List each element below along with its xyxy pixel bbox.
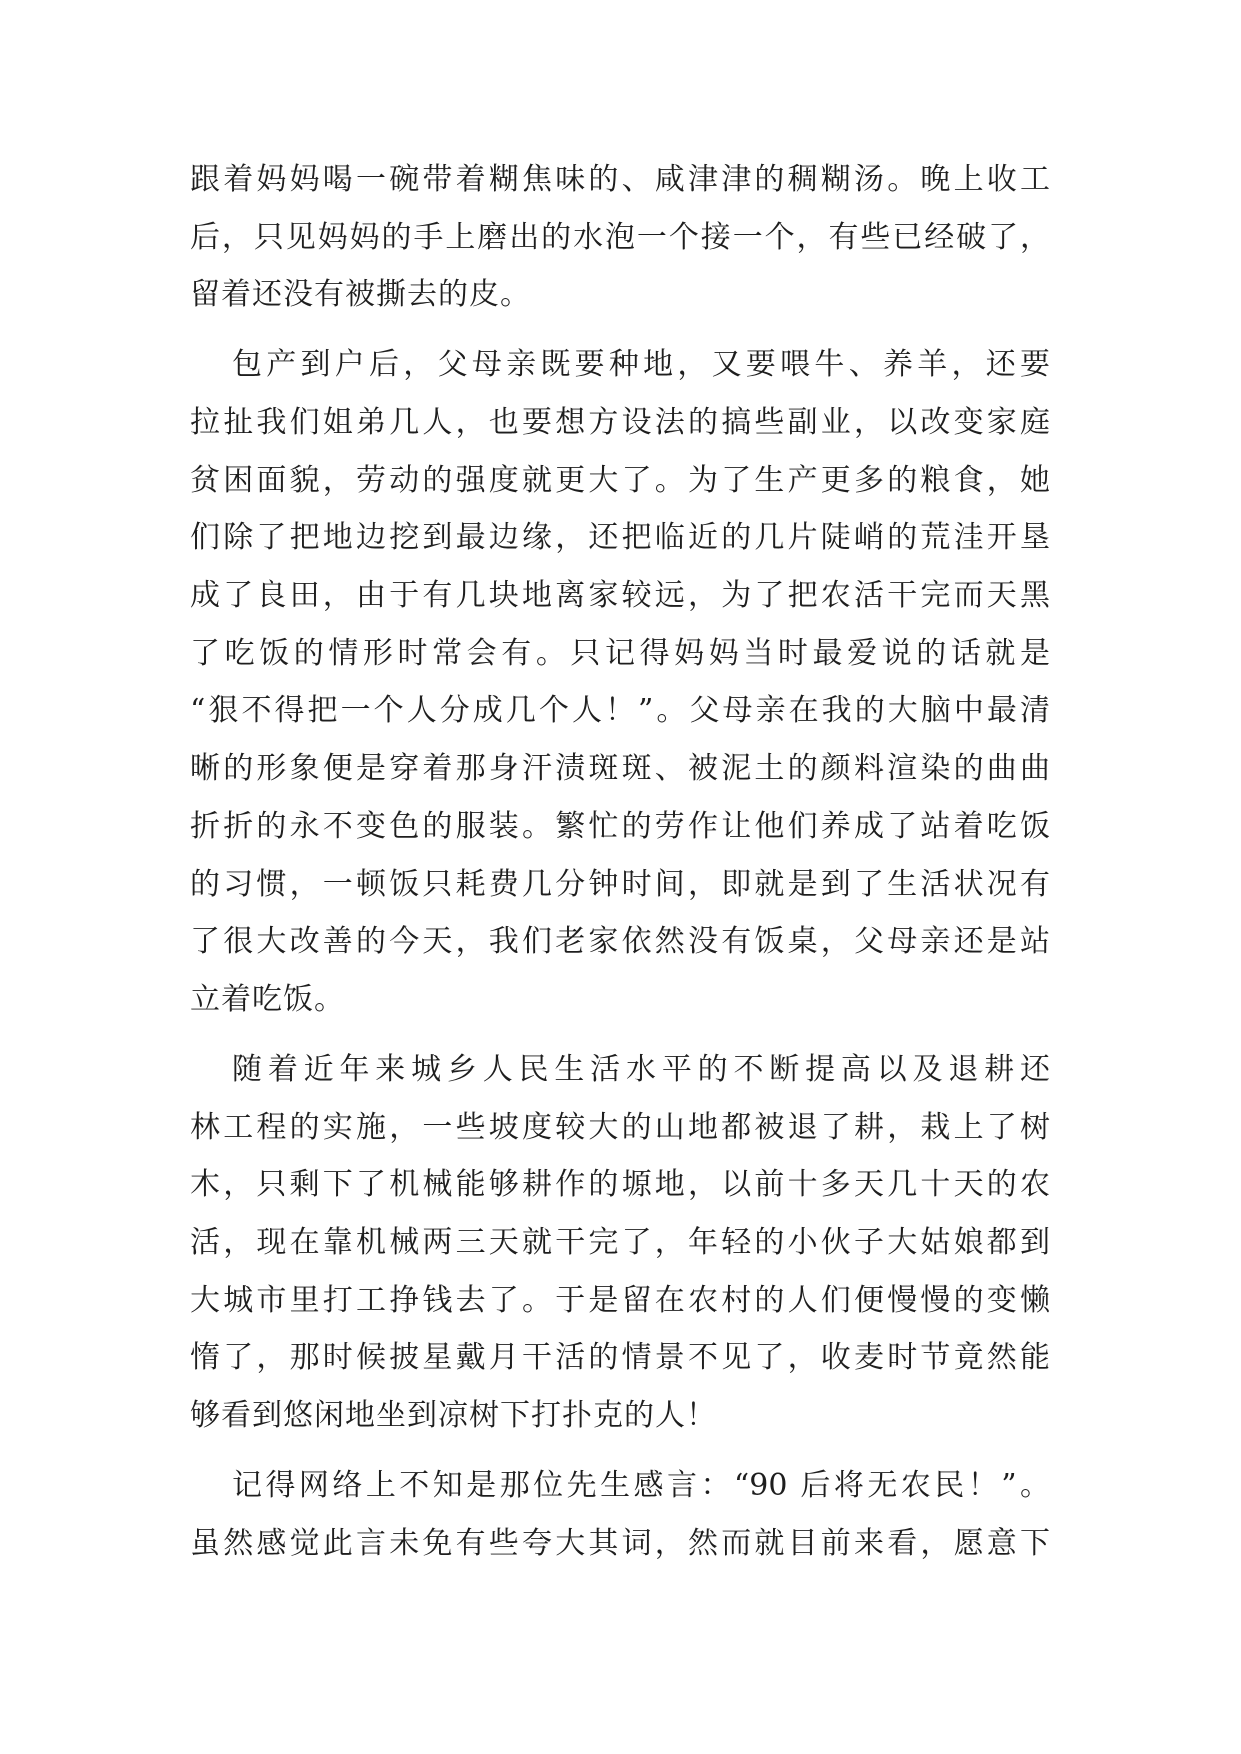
paragraph-4 bbox=[190, 1457, 1050, 1572]
paragraph-2 bbox=[190, 336, 1050, 1028]
text-line: 拉扯我们姐弟几人，也要想方设法的搞些副业，以改变家庭 bbox=[190, 405, 1050, 441]
text-line: “狠不得把一个人分成几个人！”。父母亲在我的大脑中最清 bbox=[190, 693, 1050, 729]
text-line: 跟着妈妈喝一碗带着糊焦味的、咸津津的稠糊汤。晚上收工 bbox=[190, 162, 1050, 197]
text-line: 的习惯，一顿饭只耗费几分钟时间，即就是到了生活状况有 bbox=[190, 866, 1050, 902]
text-line: 成了良田，由于有几块地离家较远，为了把农活干完而天黑 bbox=[190, 578, 1050, 614]
text-line: 大城市里打工挣钱去了。于是留在农村的人们便慢慢的变懒 bbox=[190, 1282, 1050, 1318]
text-line: 记得网络上不知是那位先生感言：“90 后将无农民！”。 bbox=[232, 1468, 1050, 1504]
text-line: 随着近年来城乡人民生活水平的不断提高以及退耕还 bbox=[232, 1051, 1050, 1087]
text-line: 惰了，那时候披星戴月干活的情景不见了，收麦时节竟然能 bbox=[190, 1340, 1050, 1376]
text-line: 活，现在靠机械两三天就干完了，年轻的小伙子大姑娘都到 bbox=[190, 1224, 1050, 1260]
text-line: 了很大改善的今天，我们老家依然没有饭桌，父母亲还是站 bbox=[190, 924, 1050, 960]
text-line: 们除了把地边挖到最边缘，还把临近的几片陡峭的荒洼开垦 bbox=[190, 520, 1050, 556]
text-line: 林工程的实施，一些坡度较大的山地都被退了耕，栽上了树 bbox=[190, 1109, 1050, 1145]
paragraph-1 bbox=[190, 151, 1050, 324]
text-line: 了吃饭的情形时常会有。只记得妈妈当时最爱说的话就是 bbox=[190, 635, 1050, 671]
text-line: 晰的形象便是穿着那身汗渍斑斑、被泥土的颜料渲染的曲曲 bbox=[190, 751, 1050, 787]
text-line: 贫困面貌，劳动的强度就更大了。为了生产更多的粮食，她 bbox=[190, 462, 1050, 498]
text-line: 后，只见妈妈的手上磨出的水泡一个接一个，有些已经破了， bbox=[190, 219, 1050, 255]
text-line: 木，只剩下了机械能够耕作的塬地，以前十多天几十天的农 bbox=[190, 1167, 1050, 1203]
paragraph-3 bbox=[190, 1041, 1050, 1445]
document-page bbox=[190, 151, 1050, 1585]
text-line: 留着还没有被撕去的皮。 bbox=[190, 277, 531, 313]
text-line: 立着吃饭。 bbox=[190, 981, 345, 1017]
text-line: 够看到悠闲地坐到凉树下打扑克的人！ bbox=[190, 1398, 717, 1434]
text-line: 折折的永不变色的服装。繁忙的劳作让他们养成了站着吃饭 bbox=[190, 808, 1050, 844]
text-line: 虽然感觉此言未免有些夸大其词，然而就目前来看，愿意下 bbox=[190, 1525, 1050, 1561]
text-line: 包产到户后，父母亲既要种地，又要喂牛、养羊，还要 bbox=[232, 347, 1050, 383]
